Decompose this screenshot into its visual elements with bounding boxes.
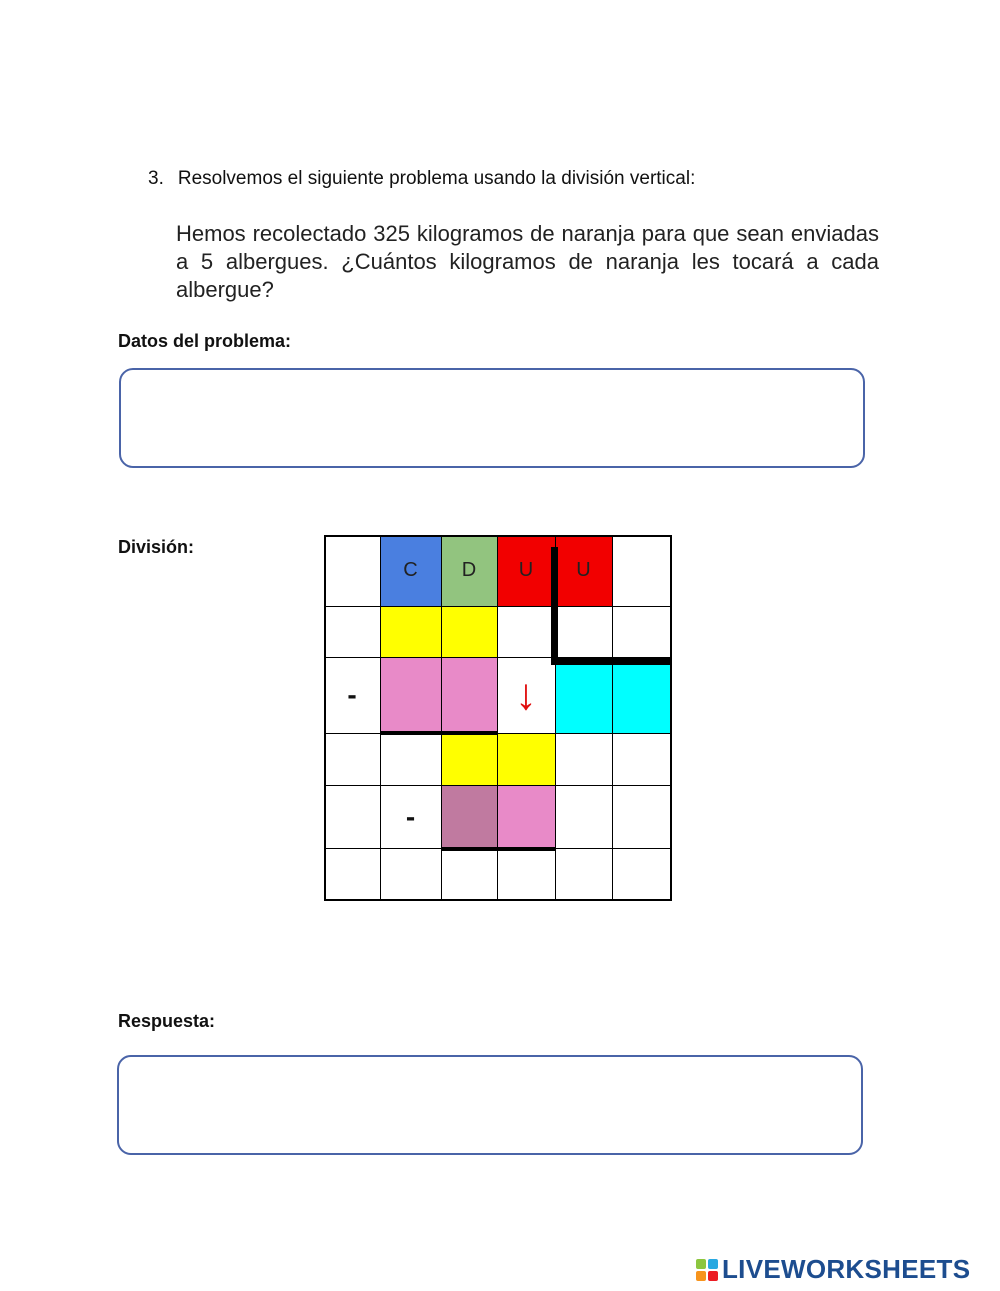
grid-line	[380, 535, 381, 901]
instruction-text: Resolvemos el siguiente problema usando la división vertical:	[177, 168, 696, 189]
logo-text: LIVEWORKSHEETS	[722, 1254, 971, 1284]
input-cell[interactable]	[497, 785, 555, 848]
datos-label: Datos del problema:	[118, 331, 292, 351]
datos-input-box[interactable]	[119, 368, 865, 468]
grid-line	[324, 535, 326, 901]
grid-line	[324, 733, 672, 734]
division-label: División:	[118, 537, 195, 557]
division-grid	[324, 535, 672, 901]
problem-text: Hemos recolectado 325 kilogramos de naranja para que sean enviadas a 5 albergues. ¿Cuántos kilogramos de naranja les tocará a cada albergue?	[176, 221, 879, 302]
input-cell[interactable]	[441, 657, 497, 733]
input-cell[interactable]	[497, 733, 555, 785]
grid-line	[612, 535, 613, 901]
grid-line	[324, 785, 672, 786]
subtraction-line	[380, 731, 497, 735]
question-instruction	[148, 168, 695, 190]
input-cell[interactable]	[441, 606, 497, 657]
minus-sign: -	[347, 679, 357, 710]
header-cell-divisor: U	[555, 535, 612, 606]
grid-line	[324, 606, 672, 607]
input-cell[interactable]	[380, 657, 441, 733]
question-number: 3.	[148, 168, 164, 189]
header-cell-u: U	[497, 535, 555, 606]
grid-line	[324, 535, 672, 537]
minus-sign: -	[405, 800, 416, 832]
grid-line	[324, 899, 672, 901]
input-cell[interactable]	[380, 606, 441, 657]
quotient-cell[interactable]	[555, 663, 612, 733]
header-cell-d: D	[441, 535, 497, 606]
input-cell[interactable]	[441, 733, 497, 785]
grid-line	[670, 535, 672, 901]
input-cell[interactable]	[441, 785, 497, 848]
respuesta-label: Respuesta:	[118, 1011, 216, 1031]
header-cell-c: C	[380, 535, 441, 606]
division-bracket-horizontal	[551, 657, 672, 665]
arrow-down-icon: ↓	[515, 670, 537, 719]
liveworksheets-logo	[696, 1254, 970, 1285]
quotient-cell[interactable]	[612, 663, 672, 733]
logo-icon	[696, 1259, 718, 1281]
division-bracket-vertical	[551, 547, 558, 665]
subtraction-line	[441, 847, 555, 851]
respuesta-input-box[interactable]	[117, 1055, 863, 1155]
